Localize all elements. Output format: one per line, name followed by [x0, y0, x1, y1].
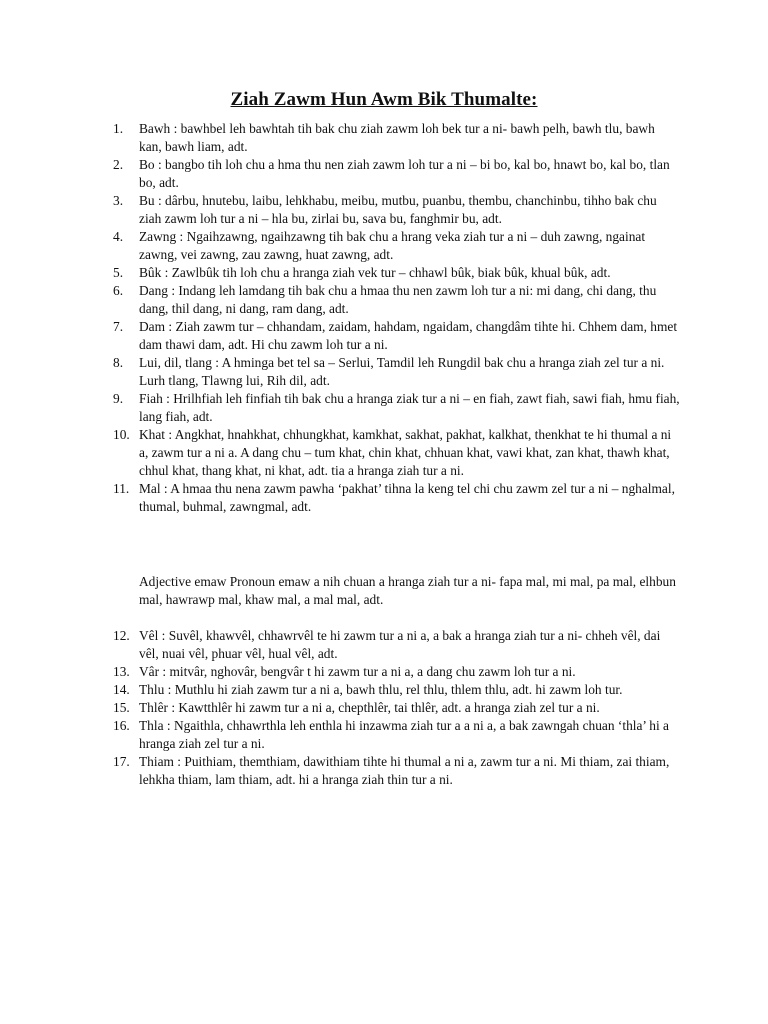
list-item-text: Thla : Ngaithla, chhawrthla leh enthla hi inzawma ziah tur a a ni a, a bak zawngah chuan ‘thla’ hi a hranga ziah zel tur a ni. — [139, 718, 669, 751]
list-item — [0, 282, 768, 318]
document-title: Ziah Zawm Hun Awm Bik Thumalte: — [230, 89, 538, 110]
list-item — [0, 390, 768, 426]
list-item-number: 2. — [113, 157, 124, 172]
list-item-text: Dam : Ziah zawm tur – chhandam, zaidam, hahdam, ngaidam, changdâm tihte hi. Chhem dam, hmet dam thawi dam, adt. Hi chu zawm loh tur a ni. — [139, 319, 678, 352]
list-item-text: Zawng : Ngaihzawng, ngaihzawng tih bak chu a hrang veka ziah tur a ni – duh zawng, ngainat zawng, vei zawng, zau zawng, huat zawng, adt. — [139, 229, 646, 262]
list-item — [0, 681, 768, 699]
list-item — [0, 426, 768, 480]
list-item-number: 12. — [113, 628, 130, 643]
list-item-number: 4. — [113, 229, 124, 244]
list-item — [0, 192, 768, 228]
list-item-number: 17. — [113, 754, 130, 769]
list-item — [0, 318, 768, 354]
list-item — [0, 699, 768, 717]
list-item — [0, 663, 768, 681]
list-item-number: 16. — [113, 718, 130, 733]
rules-list-part-2 — [0, 627, 768, 789]
list-item-number: 14. — [113, 682, 130, 697]
list-item-text: Fiah : Hrilhfiah leh finfiah tih bak chu a hranga ziak tur a ni – en fiah, zawt fiah, sawi fiah, hmu fiah, lang fiah, adt. — [139, 391, 680, 424]
list-item-text: Khat : Angkhat, hnahkhat, chhungkhat, kamkhat, sakhat, pakhat, kalkhat, thenkhat te hi thumal a ni a, zawm tur a ni a. A dang chu – tum khat, chin khat, chhuan khat, vawi khat, zan khat, thawh khat, chhul khat, thang khat, ni khat, adt. tia a hranga ziah tur a ni. — [139, 427, 672, 478]
list-item-number: 1. — [113, 121, 124, 136]
list-item-number: 3. — [113, 193, 124, 208]
list-item-text: Vâr : mitvâr, nghovâr, bengvâr t hi zawm tur a ni a, a dang chu zawm loh tur a ni. — [139, 664, 576, 679]
list-item-text: Bûk : Zawlbûk tih loh chu a hranga ziah vek tur – chhawl bûk, biak bûk, khual bûk, adt. — [139, 265, 611, 280]
list-item — [0, 228, 768, 264]
list-item — [0, 120, 768, 156]
list-item-number: 15. — [113, 700, 130, 715]
list-item — [0, 627, 768, 663]
list-item-text: Bu : dârbu, hnutebu, laibu, lehkhabu, meibu, mutbu, puanbu, thembu, chanchinbu, tihho bak chu ziah zawm loh tur a ni – hla bu, zirlai bu, sava bu, fanghmir bu, adt. — [139, 193, 657, 226]
list-item-number: 11. — [113, 481, 130, 496]
adjective-pronoun-note: Adjective emaw Pronoun emaw a nih chuan a hranga ziah tur a ni- fapa mal, mi mal, pa mal, elhbun mal, hawrawp mal, khaw mal, a mal mal, adt. — [139, 574, 676, 607]
list-item — [0, 717, 768, 753]
rules-list-part-1 — [0, 120, 768, 516]
list-item-text: Mal : A hmaa thu nena zawm pawha ‘pakhat’ tihna la keng tel chi chu zawm zel tur a ni – nghalmal, thumal, buhmal, zawngmal, adt. — [139, 481, 675, 514]
list-item-number: 10. — [113, 427, 130, 442]
list-item-text: Vêl : Suvêl, khawvêl, chhawrvêl te hi zawm tur a ni a, a bak a hranga ziah tur a ni- chheh vêl, dai vêl, nuai vêl, phuar vêl, hual vêl, adt. — [139, 628, 661, 661]
list-item-number: 5. — [113, 265, 124, 280]
list-item-number: 7. — [113, 319, 124, 334]
list-item-number: 6. — [113, 283, 124, 298]
list-item-text: Thlu : Muthlu hi ziah zawm tur a ni a, bawh thlu, rel thlu, thlem thlu, adt. hi zawm loh tur. — [139, 682, 623, 697]
list-item-text: Bawh : bawhbel leh bawhtah tih bak chu ziah zawm loh bek tur a ni- bawh pelh, bawh tlu, bawh kan, bawh liam, adt. — [139, 121, 655, 154]
list-item-number: 13. — [113, 664, 130, 679]
list-item-number: 9. — [113, 391, 124, 406]
list-item-text: Bo : bangbo tih loh chu a hma thu nen ziah zawm loh tur a ni – bi bo, kal bo, hnawt bo, kal bo, tlan bo, adt. — [139, 157, 670, 190]
list-item — [0, 753, 768, 789]
list-item — [0, 156, 768, 192]
list-item-text: Lui, dil, tlang : A hminga bet tel sa – Serlui, Tamdil leh Rungdil bak chu a hranga ziah zel tur a ni. Lurh tlang, Tlawng lui, Rih dil, adt. — [139, 355, 665, 388]
list-item — [0, 480, 768, 516]
list-item — [0, 354, 768, 390]
list-item-text: Thlêr : Kawtthlêr hi zawm tur a ni a, chepthlêr, tai thlêr, adt. a hranga ziah zel tur a ni. — [139, 700, 600, 715]
list-item — [0, 264, 768, 282]
list-item-number: 8. — [113, 355, 124, 370]
list-item-text: Thiam : Puithiam, themthiam, dawithiam tihte hi thumal a ni a, zawm tur a ni. Mi thiam, zai thiam, lehkha thiam, lam thiam, adt. hi a hranga ziah thin tur a ni. — [139, 754, 670, 787]
list-item-text: Dang : Indang leh lamdang tih bak chu a hmaa thu nen zawm loh tur a ni: mi dang, chi dang, thu dang, thil dang, ni dang, ram dang, adt. — [139, 283, 657, 316]
